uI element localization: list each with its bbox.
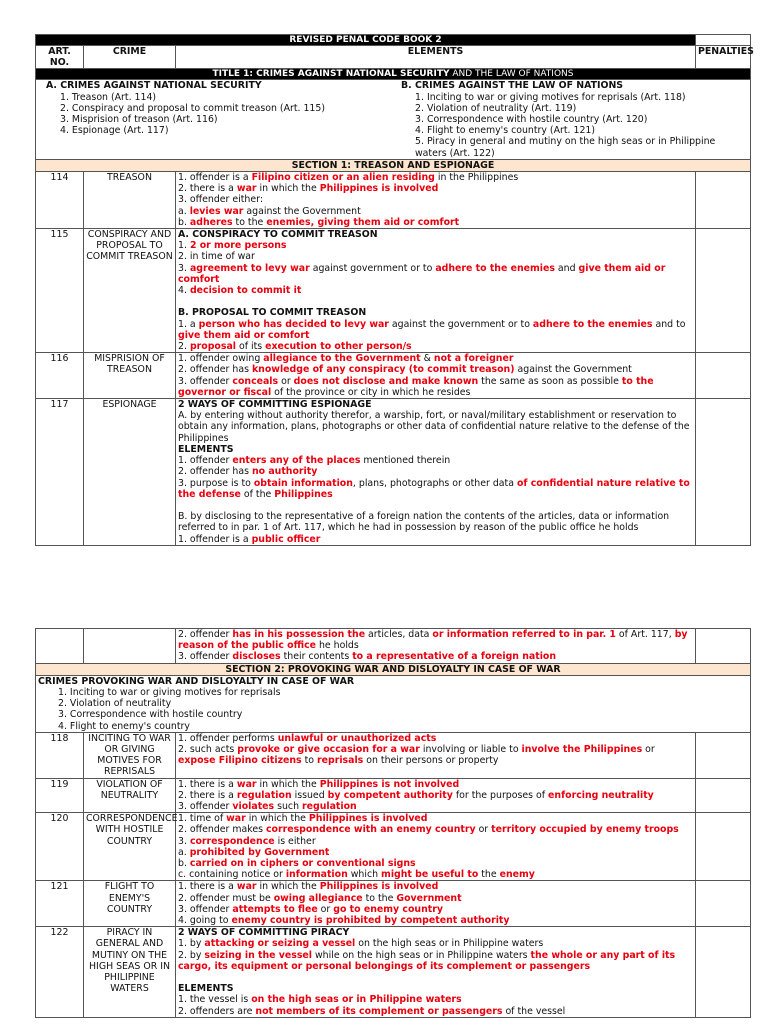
element-text: 2. there is a [178,789,237,801]
element-text: or [642,744,655,756]
highlighted-text: correspondence with an enemy country [266,824,476,836]
element-line [178,183,693,194]
highlighted-text: reprisals [317,755,364,767]
table-row [36,881,751,927]
table-row [36,172,751,229]
element-line [178,744,693,766]
element-text: 2. [178,341,190,353]
element-text: their contents [280,651,353,663]
section-2-list-item: 2. Violation of neutrality [58,698,172,710]
element-text: 4. [178,285,190,297]
highlighted-text: involve the Philippines [521,744,643,756]
crime-name: CONSPIRACY AND PROPOSAL TO COMMIT TREASON [84,229,176,353]
element-text: against the Government [243,205,361,217]
element-text: and to [652,318,686,330]
element-text: to the [232,216,267,228]
element-text: 1. a [178,318,199,330]
table-row [36,353,751,399]
elements-cell [176,778,696,813]
highlighted-text: or information referred to in par. 1 [432,629,616,640]
element-text: against the Government [514,364,632,376]
penalties-cell [696,399,751,546]
highlighted-text: violates [232,801,275,813]
element-text: 3. [178,262,190,274]
element-text: B. by disclosing to the representative of a foreign nation the contents of the articles, data or information referred to in par. 1 of Art. 117, which he had in possession by reason of the public office he holds [178,511,670,534]
element-line [178,629,693,651]
element-text: in which the [256,183,320,195]
element-line [178,534,693,545]
element-text: 1. the vessel is [178,994,252,1006]
highlighted-text: adhere to the enemies [435,262,555,274]
crime-name: FLIGHT TO ENEMY'S COUNTRY [84,881,176,927]
highlighted-text: not members of its complement or passengers [255,1005,503,1017]
highlighted-text: war [236,881,257,893]
element-text: in which the [245,813,309,825]
element-text: against the government or to [388,318,533,330]
highlighted-text: might be useful to [381,869,479,881]
art-number: 116 [36,353,84,399]
element-text: B. PROPOSAL TO COMMIT TREASON [178,307,367,319]
elements-cell [176,399,696,546]
element-line [178,790,693,801]
element-text: 3. purpose is to [178,477,254,489]
element-line [178,869,693,880]
elements-cell [176,813,696,881]
element-line [178,341,693,352]
highlighted-text: person who has decided to levy war [198,318,389,330]
element-text: 3. [178,835,190,847]
list-a-items [46,92,385,137]
highlighted-text: provoke or give occasion for a war [237,744,420,756]
section-2-list-items [38,687,748,732]
element-text: for the purposes of [452,789,549,801]
element-text: to the [362,892,397,904]
highlighted-text: enforcing neutrality [548,789,654,801]
element-line [178,240,693,251]
highlighted-text: Philippines is not involved [319,778,460,790]
list-b-item: 4. Flight to enemy's country (Art. 121) [415,125,596,137]
element-text: 3. offender either: [178,194,263,206]
element-text: he holds [315,640,359,652]
highlighted-text: unlawful or unauthorized acts [277,732,437,744]
element-text: 1. there is a [178,881,237,893]
element-line [178,733,693,744]
highlighted-text: the whole or any part of its cargo, its equipment or personal belongings of its complement or passengers [178,949,676,972]
element-text: 2. offenders are [178,1005,256,1017]
element-text: or [317,903,334,915]
crime-name: CORRESPONDENCE WITH HOSTILE COUNTRY [84,813,176,881]
element-line [178,285,693,296]
list-b-item: 3. Correspondence with hostile country (Art. 120) [415,114,648,126]
highlighted-text: enemy [499,869,535,881]
highlighted-text: agreement to levy war [189,262,310,274]
element-line [178,263,693,285]
col-header-crime: CRIME [84,46,176,69]
highlighted-text: attacking or seizing a vessel [204,938,356,950]
art-number: 118 [36,732,84,778]
element-text: in which the [256,778,320,790]
art-number: 121 [36,881,84,927]
highlighted-text: regulation [302,801,357,813]
element-text: b. [178,216,190,228]
crime-name: PIRACY IN GENERAL AND MUTINY ON THE HIGH SEAS OR IN PHILIPPINE WATERS [84,927,176,1018]
element-text: 2 WAYS OF COMMITTING PIRACY [178,927,350,939]
element-text: on their persons or property [363,755,499,767]
highlighted-text: Filipino citizen or an alien residing [251,172,435,184]
element-line [178,881,693,892]
element-line [178,229,693,240]
element-line [178,813,693,824]
penalties-cell [696,778,751,813]
highlighted-text: allegiance to the Government [263,353,421,365]
highlighted-text: knowledge of any conspiracy (to commit treason) [251,364,515,376]
element-line [178,194,693,205]
list-a-item: 4. Espionage (Art. 117) [60,125,169,137]
element-line [178,983,693,994]
element-text: articles, data [365,629,433,640]
element-text: 2. in time of war [178,251,255,263]
element-text: 1. offender owing [178,353,264,365]
elements-cell [176,732,696,778]
element-line [178,364,693,375]
highlighted-text: execution to other person/s [265,341,412,353]
element-text: involving or liable to [419,744,522,756]
list-a-item: 2. Conspiracy and proposal to commit treason (Art. 115) [60,102,326,114]
element-text: of the [240,488,275,500]
element-line [178,478,693,500]
highlighted-text: attempts to flee [232,903,318,915]
element-text: 1. time of [178,813,227,825]
element-text: 1. offender performs [178,732,278,744]
penalties-cell [696,229,751,353]
highlighted-text: has in his possession the [232,629,366,640]
element-text: of the vessel [502,1005,566,1017]
element-line [178,858,693,869]
element-line [178,927,693,938]
list-b-item: 1. Inciting to war or giving motives for reprisals (Art. 118) [415,91,686,103]
art-number: 115 [36,229,84,353]
element-text: 2. offender makes [178,824,266,836]
title-1-lists [36,80,751,159]
element-line [178,206,693,217]
art-number: 114 [36,172,84,229]
crime-name: INCITING TO WAR OR GIVING MOTIVES FOR REPRISALS [84,732,176,778]
table-row [36,229,751,353]
highlighted-text: carried on in ciphers or conventional signs [189,858,416,870]
element-line [178,466,693,477]
title-1-banner [36,69,751,80]
element-line [178,296,693,307]
table-row [36,778,751,813]
art-number: 120 [36,813,84,881]
element-text: of the province or city in which he resides [271,386,471,398]
penalties-cell [696,172,751,229]
element-text: issued [291,789,328,801]
list-b [393,80,748,158]
highlighted-text: discloses [232,651,281,663]
highlighted-text: war [226,813,246,825]
crime-name: TREASON [84,172,176,229]
element-text: 1. [178,240,190,252]
highlighted-text: Government [396,892,462,904]
element-text: ELEMENTS [178,983,234,995]
element-text: of its [235,341,266,353]
list-a-item: 3. Misprision of treason (Art. 116) [60,114,218,126]
table-row [36,732,751,778]
highlighted-text: prohibited by Government [189,846,330,858]
element-text: 2. offender has [178,466,252,478]
element-text: 1. offender is a [178,172,252,184]
highlighted-text: not a foreigner [433,353,514,365]
highlighted-text: does not disclose and make known [293,375,479,387]
title-1-label-rest: AND THE LAW OF NATIONS [449,69,574,80]
continuation-elements [176,629,696,664]
highlighted-text: to the governor or fiscal [178,375,654,398]
element-text: 1. there is a [178,778,237,790]
element-text: 2. offender [178,629,233,640]
elements-cell [176,927,696,1018]
element-line [178,172,693,183]
element-line [178,217,693,228]
highlighted-text: adheres [189,216,233,228]
element-text: and [554,262,579,274]
element-line [178,511,693,533]
elements-cell [176,353,696,399]
penalties-cell [696,813,751,881]
penalties-cell [696,732,751,778]
section-2-list [36,675,751,732]
crime-name: VIOLATION OF NEUTRALITY [84,778,176,813]
element-line [178,651,693,662]
art-number: 122 [36,927,84,1018]
element-text: 3. offender [178,375,233,387]
element-text: such [274,801,303,813]
highlighted-text: obtain information [253,477,353,489]
element-text: the [478,869,500,881]
elements-cell [176,172,696,229]
element-line [178,938,693,949]
document-page-1 [35,34,754,546]
section-2-list-item: 3. Correspondence with hostile country [58,709,243,721]
col-header-penalties: PENALTIES [696,46,751,69]
highlighted-text: Philippines is involved [319,881,439,893]
element-line [178,251,693,262]
col-header-elements: ELEMENTS [176,46,696,69]
element-text: 2. offender must be [178,892,274,904]
element-text: is either [274,835,316,847]
highlighted-text: correspondence [189,835,275,847]
highlighted-text: Philippines is involved [319,183,439,195]
element-text: 1. by [178,938,205,950]
element-text: ELEMENTS [178,443,234,455]
element-text: A. by entering without authority therefor, a warship, fort, or naval/military establishment or reservation to obtain any information, plans, photographs or other data of confidential nature relative to the defense of the Philippines [178,410,690,444]
element-text: or [278,375,294,387]
highlighted-text: on the high seas or in Philippine waters [251,994,462,1006]
document-page-2 [35,628,750,1018]
highlighted-text: enters any of the places [232,455,361,467]
highlighted-text: 2 or more persons [189,240,287,252]
element-line [178,319,693,341]
element-text: to [301,755,318,767]
highlighted-text: public officer [251,533,321,545]
penalties-cell [696,353,751,399]
highlighted-text: expose Filipino citizens [178,755,302,767]
penalties-cell [696,927,751,1018]
table-row [36,927,751,1018]
highlighted-text: war [236,183,257,195]
highlighted-text: no authority [251,466,318,478]
element-text: which [347,869,382,881]
element-line [178,1006,693,1017]
element-line [178,410,693,444]
penal-code-table-continued [35,628,751,1018]
highlighted-text: decision to commit it [189,285,302,297]
list-a-heading: A. CRIMES AGAINST NATIONAL SECURITY [46,80,262,92]
penalties-cell [696,881,751,927]
element-text: 1. offender [178,455,233,467]
element-text: 4. going to [178,915,232,927]
section-2-list-item: 1. Inciting to war or giving motives for reprisals [58,687,281,699]
element-text: against government or to [309,262,436,274]
element-line [178,893,693,904]
element-line [178,444,693,455]
list-b-item: 5. Piracy in general and mutiny on the high seas or in Philippine waters (Art. 122) [415,136,716,159]
element-line [178,847,693,858]
element-text: A. CONSPIRACY TO COMMIT TREASON [178,229,378,241]
element-line [178,972,693,983]
element-text: mentioned therein [360,455,451,467]
highlighted-text: owing allegiance [273,892,363,904]
element-text: 3. offender [178,651,233,663]
element-line [178,399,693,410]
list-a [38,80,393,158]
section-2-list-item: 4. Flight to enemy's country [58,720,190,732]
elements-cell [176,881,696,927]
table-row [36,399,751,546]
doc-title: REVISED PENAL CODE BOOK 2 [36,35,696,46]
list-b-heading: B. CRIMES AGAINST THE LAW OF NATIONS [401,80,624,92]
table-row [36,813,751,881]
element-text: 2 WAYS OF COMMITTING ESPIONAGE [178,399,372,411]
highlighted-text: by reason of the public office [178,629,688,652]
element-text: a. [178,205,190,217]
element-text: in the Philippines [434,172,519,184]
element-text: on the high seas or in Philippine waters [355,938,544,950]
elements-cell [176,229,696,353]
highlighted-text: give them aid or comfort [178,329,310,341]
element-text: , plans, photographs or other data [352,477,517,489]
element-text: or [475,824,492,836]
highlighted-text: information [285,869,348,881]
penal-code-table [35,34,754,546]
highlighted-text: seizing in the vessel [204,949,313,961]
highlighted-text: Philippines [274,488,333,500]
element-line [178,836,693,847]
highlighted-text: levies war [189,205,244,217]
section-2-list-heading: CRIMES PROVOKING WAR AND DISLOYALTY IN CASE OF WAR [38,675,355,687]
element-line [178,376,693,398]
element-line [178,307,693,318]
highlighted-text: by competent authority [327,789,453,801]
highlighted-text: conceals [232,375,279,387]
element-text: 3. offender [178,801,233,813]
section-1-heading: SECTION 1: TREASON AND ESPIONAGE [36,159,751,171]
element-text: 2. offender has [178,364,252,376]
highlighted-text: war [236,778,257,790]
highlighted-text: regulation [236,789,292,801]
highlighted-text: Philippines is involved [308,813,428,825]
art-number: 117 [36,399,84,546]
element-text: & [420,353,434,365]
title-1-label: TITLE 1: CRIMES AGAINST NATIONAL SECURITY [212,69,450,80]
table-row-continuation [36,629,751,664]
highlighted-text: adhere to the enemies [532,318,653,330]
highlighted-text: to a representative of a foreign nation [352,651,557,663]
list-a-item: 1. Treason (Art. 114) [60,91,157,103]
element-line [178,779,693,790]
list-b-items [401,92,740,159]
element-text: 3. offender [178,903,233,915]
element-text: in which the [256,881,320,893]
element-text: b. [178,858,190,870]
rows-page-1 [36,172,751,546]
highlighted-text: territory occupied by enemy troops [491,824,679,836]
element-line [178,801,693,812]
section-2-heading: SECTION 2: PROVOKING WAR AND DISLOYALTY IN CASE OF WAR [36,663,751,675]
highlighted-text: give them aid or comfort [178,262,666,285]
element-text: 2. such acts [178,744,238,756]
element-text: c. containing notice or [178,869,286,881]
rows-page-2 [36,732,751,1017]
element-line [178,915,693,926]
element-line [178,353,693,364]
list-b-item: 2. Violation of neutrality (Art. 119) [415,102,577,114]
col-header-art: ART. NO. [36,46,84,69]
element-line [178,994,693,1005]
element-line [178,904,693,915]
highlighted-text: proposal [189,341,236,353]
element-text: a. [178,846,190,858]
element-text: of Art. 117, [615,629,675,640]
element-line [178,950,693,972]
element-line [178,455,693,466]
element-line [178,500,693,511]
crime-name: MISPRISION OF TREASON [84,353,176,399]
element-text: 1. offender is a [178,533,252,545]
art-number: 119 [36,778,84,813]
element-line [178,824,693,835]
element-text: 2. there is a [178,183,237,195]
element-text: the same as soon as possible [478,375,622,387]
highlighted-text: of confidential nature relative to the defense [178,477,690,500]
highlighted-text: go to enemy country [333,903,443,915]
element-text: 2. by [178,949,205,961]
highlighted-text: enemy country is prohibited by competent authority [231,915,510,927]
highlighted-text: enemies, giving them aid or comfort [266,216,460,228]
crime-name: ESPIONAGE [84,399,176,546]
element-text: while on the high seas or in Philippine waters [312,949,531,961]
